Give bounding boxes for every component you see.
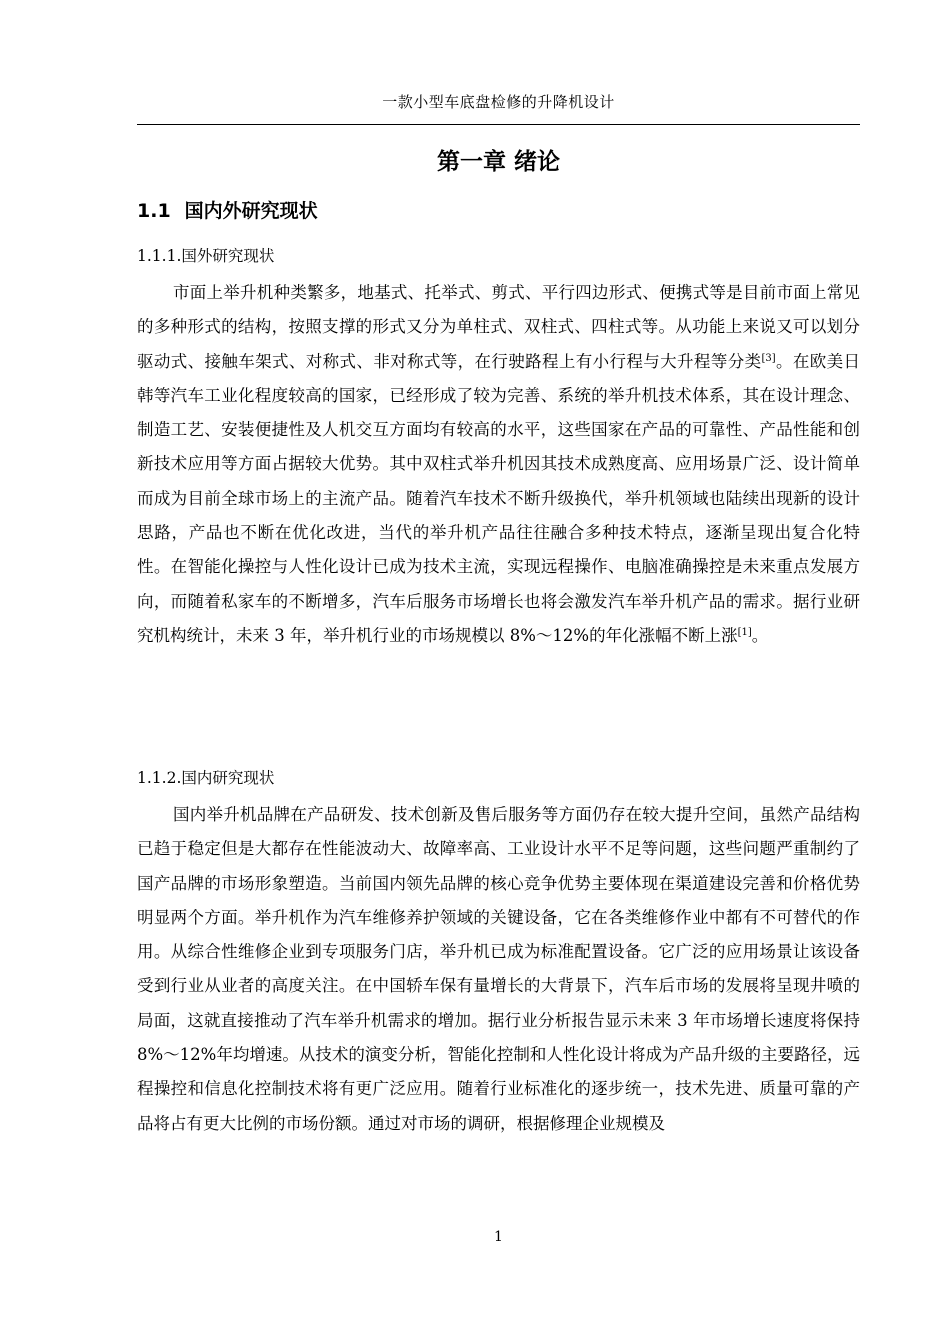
running-header: 一款小型车底盘检修的升降机设计 (382, 93, 615, 111)
paragraph-text: 。在欧美日韩等汽车工业化程度较高的国家，已经形成了较为完善、系统的举升机技术体系，其在设计理念、制造工艺、安装便捷性及人机交互方面均有较高的水平，这些国家在产品的可靠性、产品性能和创新技术应用等方面占据较大优势。其中双柱式举升机因其技术成熟度高、应用场景广泛、设计简单而成为目前全球市场上的主流产品。随着汽车技术不断升级换代，举升机领域也陆续出现新的设计思路，产品也不断在优化改进，当代的举升机产品往往融合多种技术特点，逐渐呈现出复合化特性。在智能化操控与人性化设计已成为技术主流，实现远程操作、电脑准确操控是未来重点发展方向，而随着私家车的不断增多，汽车后服务市场增长也将会激发汽车举升机产品的需求。据行业研究机构统计，未来 3 年，举升机行业的市场规模以 8%～12%的年化涨幅不断上涨 (137, 351, 861, 645)
paragraph-domestic-research: 国内举升机品牌在产品研发、技术创新及售后服务等方面仍存在较大提升空间，虽然产品结构已趋于稳定但是大都存在性能波动大、故障率高、工业设计水平不足等问题，这些问题严重制约了国产品牌的市场形象塑造。当前国内领先品牌的核心竞争优势主要体现在渠道建设完善和价格优势明显两个方面。举升机作为汽车维修养护领域的关键设备，它在各类维修作业中都有不可替代的作用。从综合性维修企业到专项服务门店，举升机已成为标准配置设备。它广泛的应用场景让该设备受到行业从业者的高度关注。在中国轿车保有量增长的大背景下，汽车后市场的发展将呈现井喷的局面，这就直接推动了汽车举升机需求的增加。据行业分析报告显示未来 3 年市场增长速度将保持 8%～12%年均增速。从技术的演变分析，智能化控制和人性化设计将成为产品升级的主要路径，远程操控和信息化控制技术将有更广泛应用。随着行业标准化的逐步统一，技术先进、质量可靠的产品将占有更大比例的市场份额。通过对市场的调研，根据修理企业规模及 (137, 805, 860, 1133)
chapter-title: 第一章 绪论 (436, 149, 560, 175)
header-rule (137, 124, 860, 125)
citation: [1] (737, 626, 752, 638)
citation: [3] (761, 352, 776, 364)
page-number: 1 (494, 1229, 503, 1245)
paragraph-foreign-research (137, 276, 860, 653)
section-title-text: 国内外研究现状 (184, 200, 318, 222)
subsection-heading-domestic: 1.1.2.国内研究现状 (137, 769, 275, 787)
section-heading (137, 196, 318, 223)
section-number: 1.1 (137, 200, 171, 222)
paragraph-text: 市面上举升机种类繁多，地基式、托举式、剪式、平行四边形式、便携式等是目前市面上常见的多种形式的结构，按照支撑的形式又分为单柱式、双柱式、四柱式等。从功能上来说又可以划分驱动式、接触车架式、对称式、非对称式等，在行驶路程上有小行程与大升程等分类 (137, 283, 860, 371)
paragraph-text: 。 (751, 625, 769, 645)
subsection-heading-foreign: 1.1.1.国外研究现状 (137, 247, 275, 265)
